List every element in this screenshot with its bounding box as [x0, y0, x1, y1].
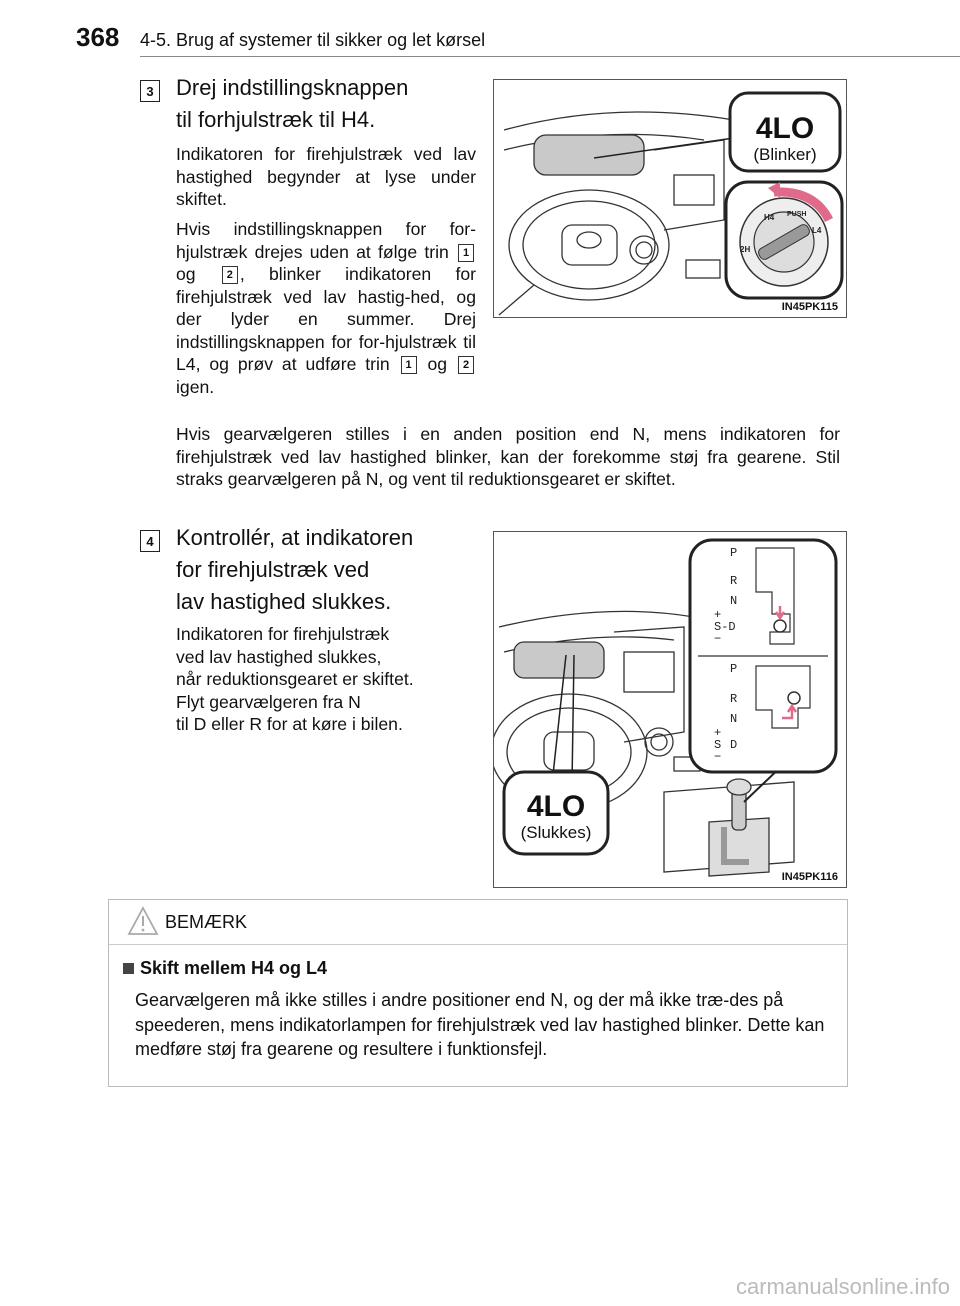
step3-lead-line1: Drej indstillingsknappen — [176, 75, 409, 100]
step-ref-2b: 2 — [458, 356, 474, 374]
note-subtitle-text: Skift mellem H4 og L4 — [140, 958, 328, 978]
figure-4wd-knob — [493, 79, 847, 318]
dial-2h-label: 2H — [740, 245, 751, 254]
step4-para1-line5: til D eller R for at køre i bilen. — [176, 714, 403, 734]
gate2-plus: + — [714, 726, 722, 740]
gate2-n: N — [730, 712, 738, 726]
step-ref-1b: 1 — [401, 356, 417, 374]
bullet-square-icon — [123, 963, 134, 974]
step4-lead-line2: for firehjulstræk ved — [176, 557, 370, 582]
step3-para2-text-a: Hvis indstillingsknappen for for-hjulstræk drejes uden at følge trin — [176, 219, 476, 262]
section-header: 4-5. Brug af systemer til sikker og let kørsel — [140, 30, 486, 50]
step4-para1-line2: ved lav hastighed slukkes, — [176, 646, 382, 667]
knob-position-icon — [774, 620, 786, 632]
gate2-p: P — [730, 662, 738, 676]
step3-and-2: og — [427, 354, 448, 374]
note-body: Gearvælgeren må ikke stilles i andre positioner end N, og der må ikke træ-des på speederen, mens indikatorlampen for firehjulstræk ved lav hastighed blinker. Dette kan medføre støj fra gearene og resultere i funktionsfejl. — [135, 990, 825, 1059]
step3-para2-text-b: , blinker indikatoren for firehjulstræk ved lav hastig-hed, og der lyder en summer. Drej indstillingsknappen for for-hjulstræk til L4, og prøv at udføre trin — [176, 264, 477, 374]
dial-h4-label: H4 — [764, 213, 775, 222]
dial-push-label: PUSH — [787, 211, 807, 218]
note-box — [108, 899, 848, 1087]
step3-lead-line2: til forhjulstræk til H4. — [176, 107, 376, 132]
step-number-4: 4 — [140, 530, 160, 552]
step4-lead-line3: lav hastighed slukkes. — [176, 589, 392, 614]
page-number: 368 — [76, 22, 120, 52]
knob-position-icon-2 — [788, 692, 800, 704]
gear-illustration — [494, 532, 846, 887]
gate2-minus: − — [714, 750, 722, 764]
gate1-r: R — [730, 574, 738, 588]
gate2-r: R — [730, 692, 738, 706]
indicator-state-2: (Slukkes) — [520, 823, 592, 842]
step4-lead-line1: Kontrollér, at indikatoren — [176, 525, 414, 550]
gate1-plus: + — [714, 608, 722, 622]
indicator-label-2: 4LO — [526, 790, 586, 823]
step3-and: og — [176, 264, 196, 284]
step3-para1: Indikatoren for firehjulstræk ved lav hastighed begynder at lyse under skiftet. — [176, 144, 476, 209]
step4-para1-line1: Indikatoren for firehjulstræk — [176, 624, 390, 644]
step3-para2-text-c: igen. — [176, 376, 215, 397]
gate2-d: D — [730, 738, 738, 752]
step-number-3: 3 — [140, 80, 160, 102]
gate1-sd: S-D — [714, 620, 736, 634]
note-subtitle — [123, 958, 327, 979]
gate2-s: S — [714, 738, 722, 752]
step3-para2 — [176, 218, 476, 398]
step4-para1-line4: Flyt gearvælgeren fra N — [176, 691, 361, 712]
dashboard-illustration — [494, 80, 846, 317]
step4-para1 — [176, 623, 476, 736]
gate1-minus: − — [714, 632, 722, 646]
figure-code-2: IN45PK116 — [781, 871, 838, 883]
note-header — [109, 900, 847, 945]
indicator-label: 4LO — [755, 112, 815, 145]
header-rule — [140, 56, 960, 57]
step-ref-2: 2 — [222, 266, 238, 284]
step4-lead — [176, 522, 476, 618]
note-title: BEMÆRK — [165, 912, 248, 932]
gate1-p: P — [730, 546, 738, 560]
warning-triangle-icon — [127, 906, 159, 936]
step3-lead — [176, 72, 476, 136]
watermark: carmanualsonline.info — [735, 1274, 950, 1299]
figure-code: IN45PK115 — [781, 301, 838, 313]
dial-l4-label: L4 — [812, 226, 822, 235]
indicator-state: (Blinker) — [753, 145, 817, 164]
step4-para1-line3: når reduktionsgearet er skiftet. — [176, 669, 414, 689]
figure-gear-selector — [493, 531, 847, 888]
step3-para3: Hvis gearvælgeren stilles i en anden position end N, mens indikatoren for firehjulstræk ved lav hastighed blinker, kan der forekomme støj fra gearene. Stil straks gearvælgeren på N, og vent til reduktionsgearet er skiftet. — [176, 424, 840, 489]
gate1-n: N — [730, 594, 738, 608]
step-ref-1: 1 — [458, 244, 474, 262]
